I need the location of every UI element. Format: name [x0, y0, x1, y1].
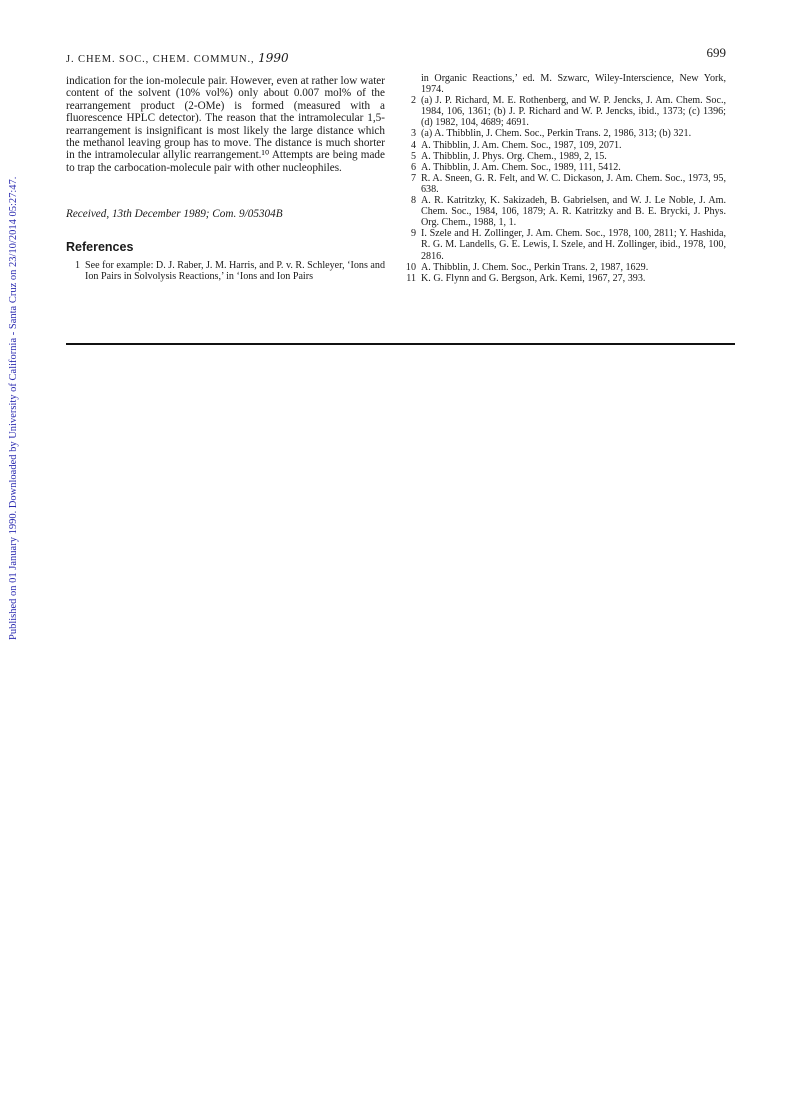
reference-number: 11: [406, 272, 416, 284]
reference-text: (a) A. Thibblin, J. Chem. Soc., Perkin Trans. 2, 1986, 313; (b) 321.: [421, 128, 692, 140]
reference-number: 2: [410, 95, 416, 107]
reference-item: [66, 260, 385, 282]
reference-number: 8: [410, 195, 416, 207]
reference-item: [402, 195, 726, 228]
journal-year: 1990: [258, 51, 289, 65]
reference-item: [402, 173, 726, 195]
reference-item: [402, 262, 726, 273]
reference-number: 5: [410, 150, 416, 162]
reference-number: 7: [410, 172, 416, 184]
reference-text: See for example: D. J. Raber, J. M. Harris, and P. v. R. Schleyer, ‘Ions and Ion Pairs in Solvolysis Reactions,’ in ‘Ions and Ion Pairs: [85, 260, 385, 283]
reference-item: [402, 151, 726, 162]
reference-text: K. G. Flynn and G. Bergson, Ark. Kemi, 1967, 27, 393.: [421, 272, 646, 284]
references-heading: References: [66, 240, 134, 255]
reference-continuation: [402, 73, 726, 95]
reference-text: in Organic Reactions,’ ed. M. Szwarc, Wiley-Interscience, New York, 1974.: [421, 73, 726, 96]
page-number: 699: [706, 45, 726, 60]
reference-item: [402, 128, 726, 139]
reference-item: [402, 273, 726, 284]
download-watermark: [8, 176, 22, 1120]
reference-number: 10: [405, 261, 416, 273]
reference-text: A. Thibblin, J. Am. Chem. Soc., 1989, 111, 5412.: [421, 161, 621, 173]
reference-number: 1: [74, 260, 80, 272]
received-date: Received, 13th December 1989; Com. 9/05304B: [66, 208, 283, 221]
reference-text: A. Thibblin, J. Chem. Soc., Perkin Trans. 2, 1987, 1629.: [421, 261, 649, 273]
reference-text: A. R. Katritzky, K. Sakizadeh, B. Gabrielsen, and W. J. Le Noble, J. Am. Chem. Soc., 1984, 106, 1879; A. R. Katritzky and B. E. Brycki, J. Phys. Org. Chem., 1988, 1, 1.: [421, 195, 726, 229]
reference-item: [402, 140, 726, 151]
reference-item: [402, 228, 726, 261]
page-divider: [66, 343, 735, 345]
reference-item: [402, 95, 726, 128]
reference-text: A. Thibblin, J. Am. Chem. Soc., 1987, 109, 2071.: [421, 139, 622, 151]
right-column: [402, 73, 726, 284]
journal-name: J. CHEM. SOC., CHEM. COMMUN.,: [66, 54, 255, 65]
download-watermark-text: Published on 01 January 1990. Downloaded by University of California - Santa Cruz on 23/10/2014 05:27:47.: [8, 176, 19, 640]
reference-text: I. Szele and H. Zollinger, J. Am. Chem. Soc., 1978, 100, 2811; Y. Hashida, R. G. M. Landells, G. E. Lewis, I. Szele, and H. Zollinger, ibid., 1978, 100, 2816.: [421, 228, 726, 262]
reference-text: (a) J. P. Richard, M. E. Rothenberg, and W. P. Jencks, J. Am. Chem. Soc., 1984, 106, 1361; (b) J. P. Richard and W. P. Jencks, ibid., 1373; (c) 1396; (d) 1982, 104, 4689; 4691.: [421, 95, 726, 129]
running-header: [66, 51, 289, 65]
body-paragraph: indication for the ion-molecule pair. However, even at rather low water content of the solvent (10% vol%) only about 0.007 mol% of the rearrangement product (2-OMe) is formed (measured with a fluorescence HPLC detector). The reason that the intramolecular 1,5-rearrangement is insignificant is most likely the large distance which the methanol leaving group has to move. The distance is much shorter in the intramolecular allylic rearrangement.¹⁰ Attempts are being made to trap the carbocation-molecule pair with other nucleophiles.: [66, 75, 385, 174]
reference-text: R. A. Sneen, G. R. Felt, and W. C. Dickason, J. Am. Chem. Soc., 1973, 95, 638.: [421, 172, 726, 195]
reference-number: 4: [410, 139, 416, 151]
reference-number: 9: [410, 228, 416, 240]
reference-list: [402, 95, 726, 284]
reference-text: A. Thibblin, J. Phys. Org. Chem., 1989, 2, 15.: [421, 150, 607, 162]
reference-number: 3: [410, 128, 416, 140]
left-column: [66, 75, 385, 282]
reference-item: [402, 162, 726, 173]
reference-number: 6: [410, 161, 416, 173]
